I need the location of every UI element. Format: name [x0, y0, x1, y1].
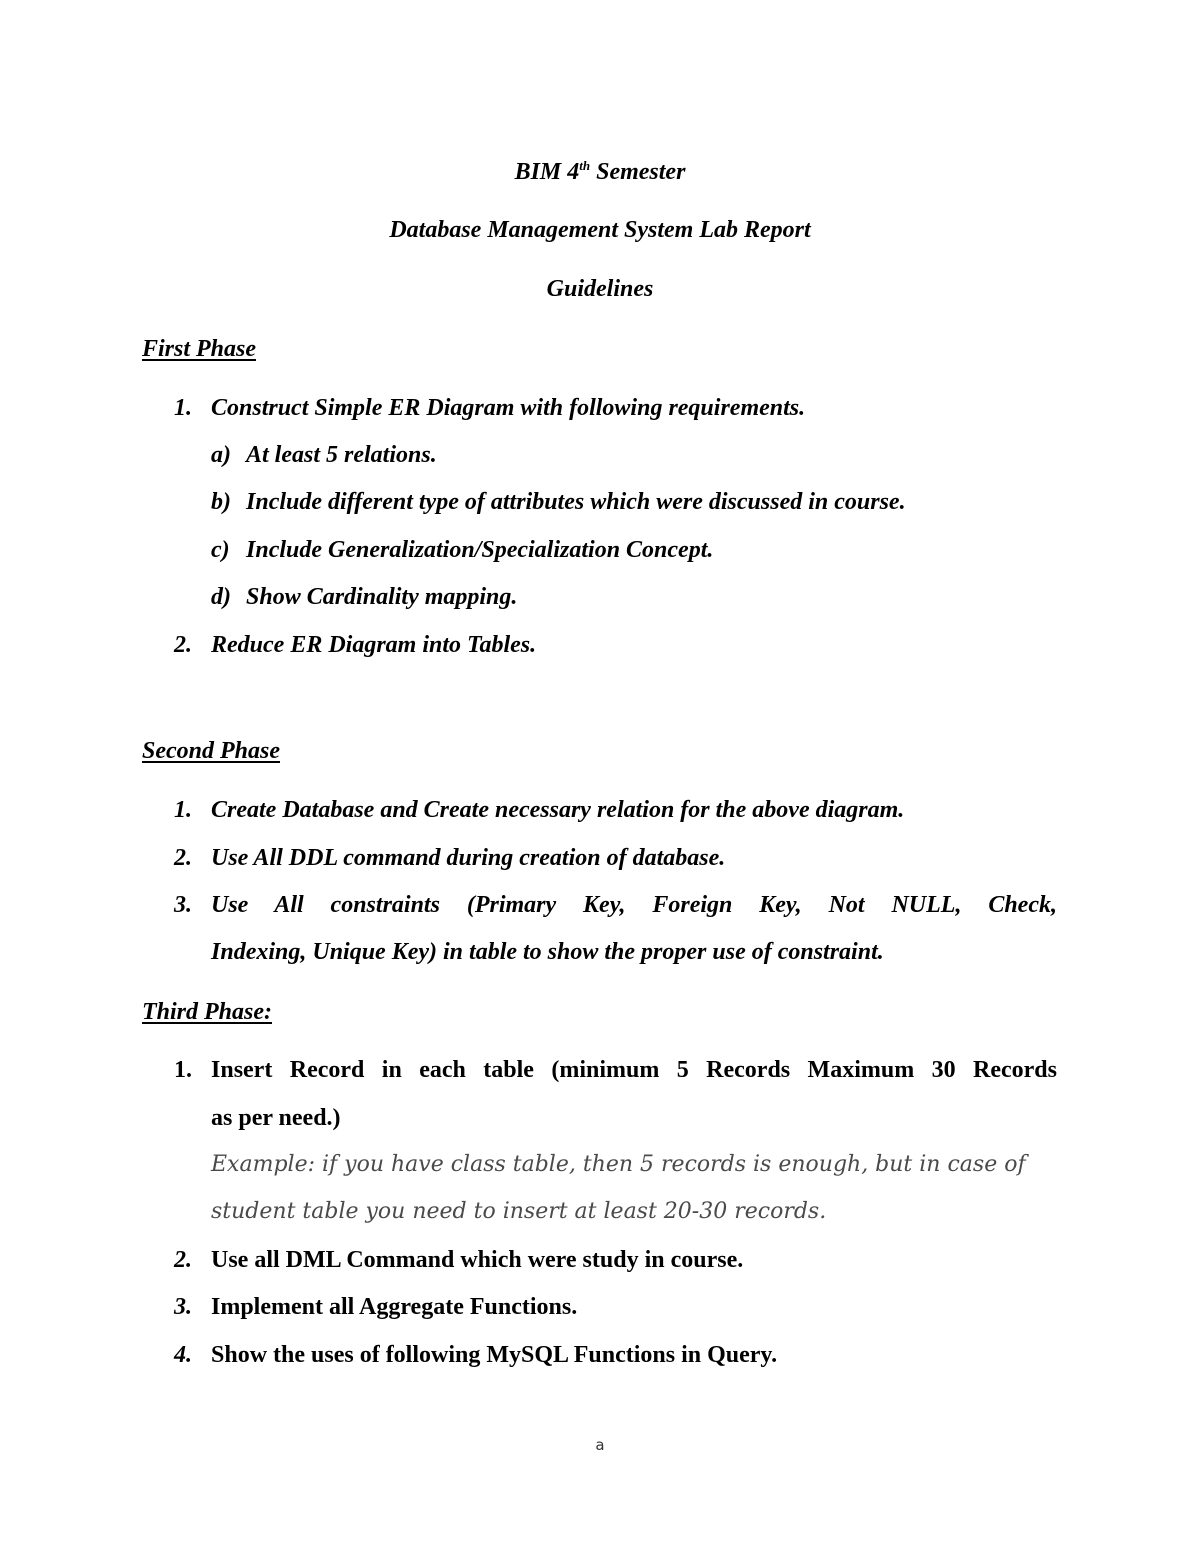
item-text: Use all DML Command which were study in course.: [211, 1247, 744, 1273]
report-title: Database Management System Lab Report: [389, 217, 811, 243]
item-number: 3.: [174, 892, 192, 918]
item-number: 1.: [174, 395, 192, 421]
item-text: Use All DDL command during creation of database.: [211, 845, 726, 871]
item-number: 3.: [174, 1294, 192, 1320]
course-title: BIM 4th Semester: [514, 158, 686, 185]
subitem-letter: a): [211, 442, 231, 468]
item-number: 4.: [174, 1342, 192, 1368]
subitem-letter: c): [211, 537, 230, 563]
subitem-text: At least 5 relations.: [246, 442, 437, 468]
item-text: Reduce ER Diagram into Tables.: [211, 632, 537, 658]
item-text: Create Database and Create necessary relation for the above diagram.: [211, 797, 905, 823]
item-text: Implement all Aggregate Functions.: [211, 1294, 578, 1320]
subitem-text: Include Generalization/Specialization Concept.: [246, 537, 714, 563]
second-phase-heading: Second Phase: [142, 738, 280, 764]
item-number: 2.: [174, 1247, 192, 1273]
item-text: Construct Simple ER Diagram with following requirements.: [211, 395, 806, 421]
item-text: Show the uses of following MySQL Functions in Query.: [211, 1342, 778, 1368]
item-number: 2.: [174, 632, 192, 658]
subitem-letter: d): [211, 584, 231, 610]
item-text-line-2: Indexing, Unique Key) in table to show the proper use of constraint.: [211, 939, 884, 965]
subitem-letter: b): [211, 489, 231, 515]
subitem-text: Include different type of attributes which were discussed in course.: [246, 489, 906, 515]
guidelines-title: Guidelines: [546, 276, 654, 302]
third-phase-heading: Third Phase:: [142, 999, 273, 1025]
subitem-text: Show Cardinality mapping.: [246, 584, 518, 610]
example-line-1: Example: if you have class table, then 5 records is enough, but in case of: [211, 1152, 1026, 1177]
page-footer-label: a: [595, 1436, 605, 1454]
first-phase-heading: First Phase: [142, 336, 257, 362]
example-line-2: student table you need to insert at least 20-30 records.: [211, 1199, 827, 1224]
item-number: 1.: [174, 797, 192, 823]
item-text-line-1: Use All constraints (Primary Key, Foreign Key, Not NULL, Check,: [211, 892, 1057, 918]
item-text-line-1: Insert Record in each table (minimum 5 Records Maximum 30 Records: [211, 1057, 1057, 1083]
item-text-line-2: as per need.): [211, 1105, 341, 1131]
item-number: 2.: [174, 845, 192, 871]
item-number: 1.: [174, 1057, 192, 1083]
